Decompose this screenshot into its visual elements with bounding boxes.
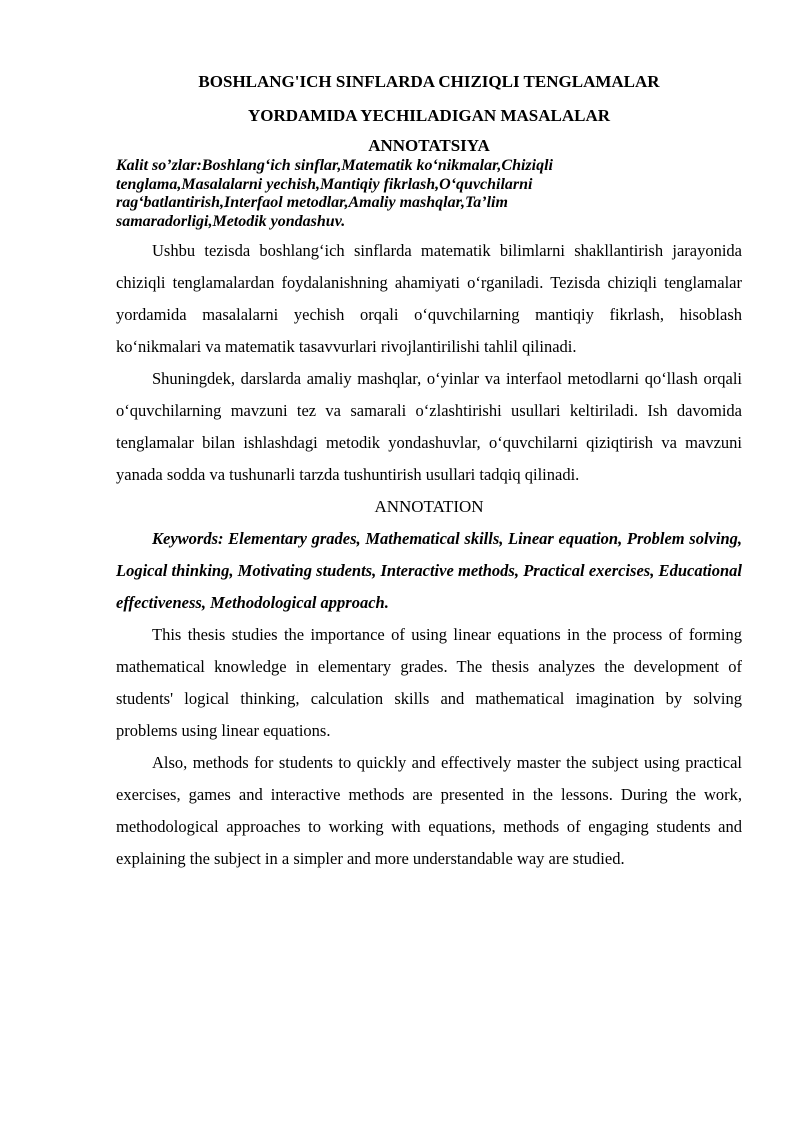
title-line-2: YORDAMIDA YECHILADIGAN MASALALAR	[247, 106, 611, 125]
uz-paragraph-2: Shuningdek, darslarda amaliy mashqlar, o‘yinlar va interfaol metodlarni qo‘llash orqali o‘quvchilarning mavzuni tez va samarali o‘zlashtirishi usullari keltiriladi. Ish davomida tenglamalar bilan ishlashdagi metodik yondashuvlar, o‘quvchilarni qiziqtirish va mavzuni yanada sodda va tushunarli tarzda tushuntirish usullari tadqiq qilinadi.	[116, 369, 742, 485]
title-line-1: BOSHLANG'ICH SINFLARDA CHIZIQLI TENGLAMALAR	[198, 72, 660, 91]
en-paragraph-1: This thesis studies the importance of using linear equations in the process of forming mathematical knowledge in elementary grades. The thesis analyzes the development of students' logical thinking, calculation skills and mathematical imagination by solving problems using linear equations.	[116, 625, 742, 741]
uz-paragraph-1: Ushbu tezisda boshlang‘ich sinflarda matematik bilimlarni shakllantirish jarayonida chiziqli tenglamalardan foydalanishning ahamiyati o‘rganiladi. Tezisda chiziqli tenglamalar yordamida masalalarni yechish orqali o‘quvchilarning mantiqiy fikrlash, hisoblash ko‘nikmalari va matematik tasavvurlari rivojlantirilishi tahlil qilinadi.	[116, 241, 742, 357]
en-paragraph-2: Also, methods for students to quickly and effectively master the subject using practical exercises, games and interactive methods are presented in the lessons. During the work, methodological approaches to working with equations, methods of engaging students and explaining the subject in a simpler and more understandable way are studied.	[116, 753, 742, 869]
uz-keywords: Kalit so’zlar:Boshlang‘ich sinflar,Matematik ko‘nikmalar,Chiziqli tenglama,Masalalarni yechish,Mantiqiy fikrlash,O‘quvchilarni rag‘batlantirish,Interfaol metodlar,Amaliy mashqlar,Ta’lim samaradorligi,Metodik yondashuv.	[116, 157, 553, 230]
en-keywords: Keywords: Elementary grades, Mathematical skills, Linear equation, Problem solving, Logical thinking, Motivating students, Interactive methods, Practical exercises, Educational effectiveness, Methodological approach.	[116, 529, 742, 613]
annotation-heading: ANNOTATION	[374, 497, 484, 517]
annotatsiya-heading: ANNOTATSIYA	[368, 136, 490, 155]
document-page	[116, 72, 742, 875]
